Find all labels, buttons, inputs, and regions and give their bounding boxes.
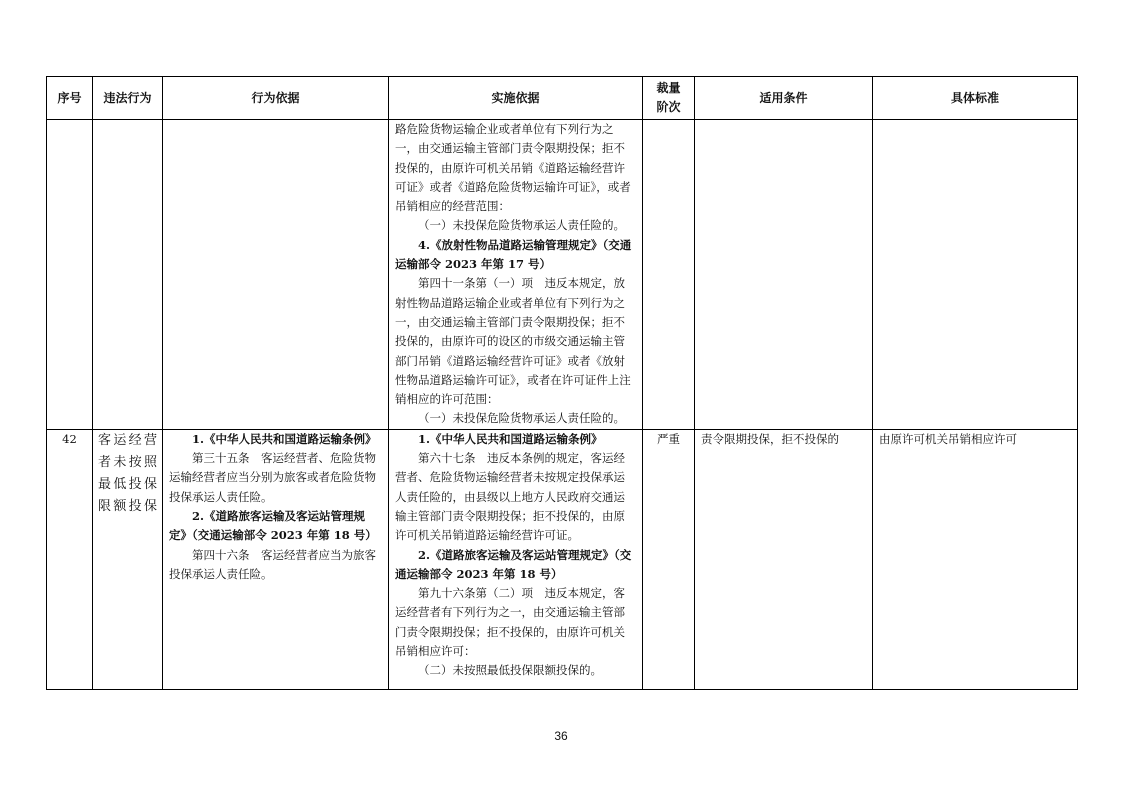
paragraph: （一）未投保危险货物承运人责任险的。 [418, 218, 625, 233]
cell-standard [873, 120, 1078, 430]
cell-standard: 由原许可机关吊销相应许可 [873, 429, 1078, 689]
cell-condition: 责令限期投保，拒不投保的 [695, 429, 873, 689]
cell-no [47, 120, 93, 430]
paragraph: （一）未投保危险货物承运人责任险的。 [418, 411, 625, 426]
paragraph: 路危险货物运输企业或者单位有下列行为之一，由交通运输主管部门责令限期投保；拒不投保的，由原许可机关吊销《道路运输经营许可证》或者《道路危险货物运输许可证》，或者吊销相应的经营范围： [395, 122, 631, 214]
paragraph: 第三十五条 客运经营者、危险货物运输经营者应当分别为旅客或者危险货物投保承运人责任险。 [169, 451, 376, 504]
cell-no: 42 [47, 429, 93, 689]
paragraph: （二）未按照最低投保限额投保的。 [418, 663, 602, 678]
header-standard: 具体标准 [873, 77, 1078, 120]
cell-level [643, 120, 695, 430]
paragraph: 2.《道路旅客运输及客运站管理规定》（交通运输部令 2023 年第 18 号） [169, 508, 377, 543]
paragraph: 2.《道路旅客运输及客运站管理规定》（交通运输部令 2023 年第 18 号） [395, 547, 632, 581]
header-impl: 实施依据 [389, 77, 643, 120]
cell-impl [389, 429, 643, 689]
header-basis: 行为依据 [163, 77, 389, 120]
paragraph: 第六十七条 违反本条例的规定，客运经营者、危险货物运输经营者未按规定投保承运人责任险的，由县级以上地方人民政府交通运输主管部门责令限期投保；拒不投保的，由原许可机关吊销道路运输经营许可证。 [395, 451, 625, 543]
table-row-42 [47, 429, 1078, 689]
penalty-table [46, 76, 1078, 690]
paragraph: 第四十六条 客运经营者应当为旅客投保承运人责任险。 [169, 547, 376, 581]
cell-basis [163, 429, 389, 689]
header-level: 裁量 阶次 [643, 77, 695, 120]
cell-basis [163, 120, 389, 430]
paragraph: 1.《中华人民共和国道路运输条例》 [192, 431, 377, 446]
paragraph: 第九十六条第（二）项 违反本规定，客运经营者有下列行为之一，由交通运输主管部门责令限期投保；拒不投保的，由原许可机关吊销相应许可： [395, 586, 625, 659]
cell-impl [389, 120, 643, 430]
paragraph: 4.《放射性物品道路运输管理规定》（交通运输部令 2023 年第 17 号） [395, 237, 632, 272]
header-row [47, 77, 1078, 120]
cell-condition [695, 120, 873, 430]
page-number: 36 [554, 729, 568, 743]
header-no: 序号 [47, 77, 93, 120]
cell-violation [93, 120, 163, 430]
paragraph: 第四十一条第（一）项 违反本规定，放射性物品道路运输企业或者单位有下列行为之一，由交通运输主管部门责令限期投保；拒不投保的，由原许可的设区的市级交通运输主管部门吊销《道路运输经营许可证》或者《放射性物品道路运输许可证》，或者在许可证件上注销相应的许可范围： [395, 276, 631, 407]
table-row-continued [47, 120, 1078, 430]
header-condition: 适用条件 [695, 77, 873, 120]
cell-violation [93, 429, 163, 689]
header-violation: 违法行为 [93, 77, 163, 120]
violation-text: 客运经营者未按照最低投保限额投保 [98, 432, 157, 514]
paragraph: 1.《中华人民共和国道路运输条例》 [418, 431, 603, 446]
cell-level: 严重 [643, 429, 695, 689]
